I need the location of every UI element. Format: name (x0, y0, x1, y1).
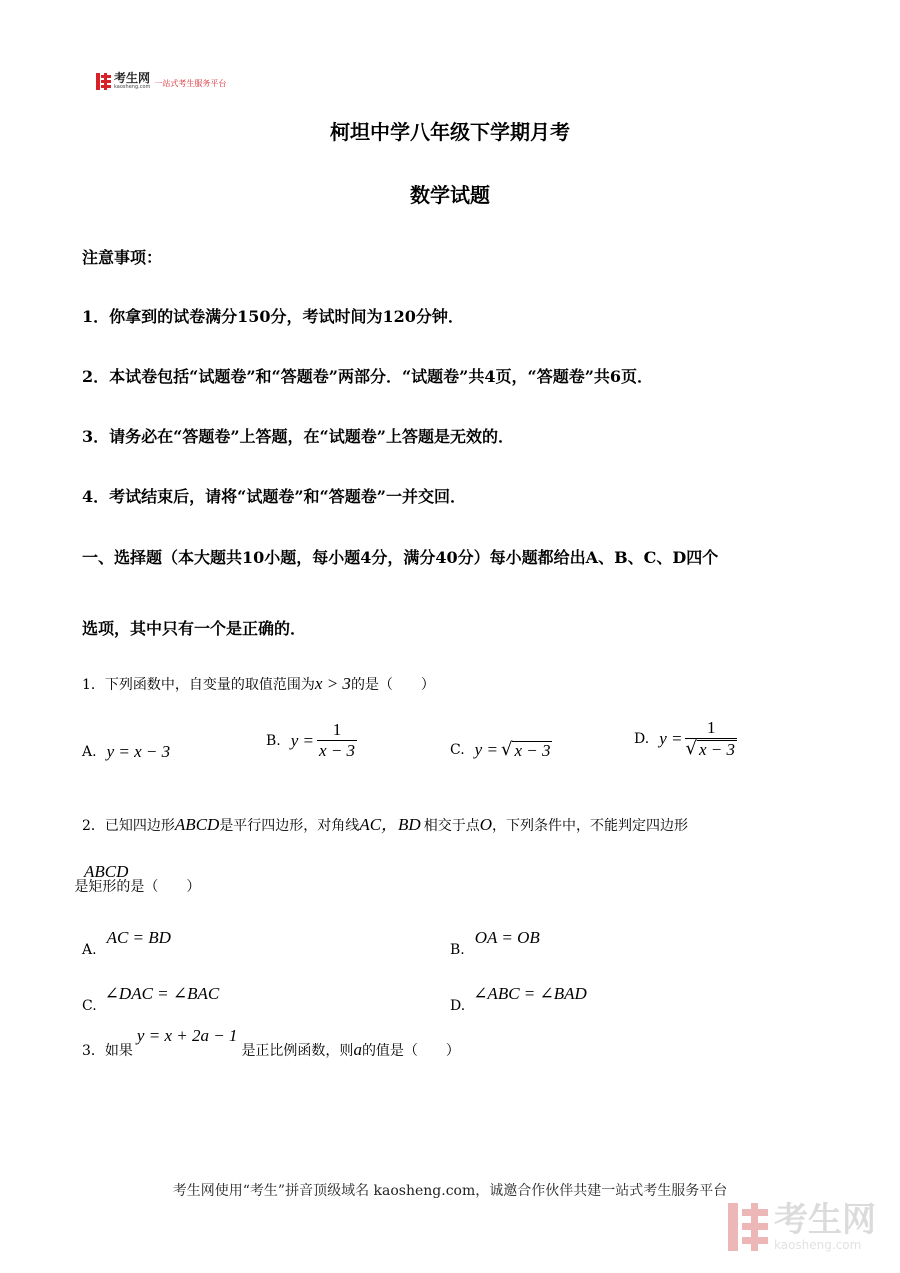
q2-quad: ABCD (84, 862, 129, 881)
notice-item: 2．本试卷包括“试题卷”和“答题卷”两部分．“试题卷”共4页，“答题卷”共6页． (82, 367, 654, 386)
question-2-stem (82, 810, 688, 835)
q2-option-b[interactable] (450, 928, 540, 958)
q2-text: 是平行四边形，对角线 (219, 818, 360, 834)
brand-slogan: 一站式考生服务平台 (154, 78, 227, 88)
watermark (728, 1200, 876, 1252)
option-expr: AC = BD (106, 928, 171, 947)
fraction (685, 718, 737, 759)
watermark-domain: kaosheng.com (774, 1238, 862, 1252)
question-2-stem-cont (74, 862, 201, 895)
page-title: 柯坦中学八年级下学期月考 (330, 120, 570, 144)
option-expr: ∠ABC = ∠BAD (473, 984, 587, 1003)
fraction-numerator: 1 (706, 718, 716, 737)
q1-prefix: 1．下列函数中，自变量的取值范围为 (82, 677, 315, 693)
q1-option-a[interactable] (82, 742, 170, 762)
q3-text: 是正比例函数，则 (241, 1043, 354, 1059)
radical-sign: √ (685, 738, 697, 759)
option-lhs: y = (659, 728, 683, 748)
q3-suffix: 的值是（ ） (361, 1043, 460, 1059)
radical-sign: √ (500, 739, 513, 760)
brand-domain: kaosheng.com (114, 84, 151, 90)
fraction (317, 720, 357, 761)
section-heading-cont: 选项，其中只有一个是正确的． (82, 619, 307, 638)
page-footer: 考生网使用“考生”拼音顶级域名 kaosheng.com，诚邀合作伙伴共建一站式考生服务平台 (172, 1183, 728, 1199)
square-root (501, 740, 553, 760)
section-heading: 一、选择题（本大题共10小题，每小题4分，满分40分）每小题都给出A、B、C、D四个 (82, 548, 719, 567)
option-expr: ∠DAC = ∠BAC (104, 984, 220, 1003)
option-label: C. (450, 742, 465, 758)
q1-option-d[interactable] (634, 718, 737, 759)
q1-option-b[interactable] (266, 720, 357, 761)
q1-option-c[interactable] (450, 740, 552, 760)
q2-text: ，下列条件中，不能判定四边形 (491, 818, 688, 834)
q2-option-d[interactable] (450, 984, 587, 1014)
notice-item: 1．你拿到的试卷满分150分，考试时间为120分钟． (82, 307, 464, 326)
q1-suffix: 的是（ ） (350, 677, 435, 693)
notice-item: 4．考试结束后，请将“试题卷”和“答题卷”一并交回． (82, 487, 466, 506)
q2-diagonals: AC，BD (359, 815, 421, 834)
option-lhs: y = (290, 730, 315, 750)
q2-option-c[interactable] (82, 984, 220, 1014)
brand-name: 考生网 (114, 71, 151, 85)
q2-point: O (479, 815, 492, 834)
q2-prefix: 2．已知四边形 (82, 818, 175, 834)
q3-expr: y = x + 2a − 1 (136, 1026, 238, 1045)
kaosheng-logo-icon (96, 73, 111, 90)
option-expr: y = x − 3 (106, 742, 171, 761)
kaosheng-watermark-icon (728, 1203, 768, 1251)
option-label: B. (450, 942, 465, 958)
q2-option-a[interactable] (82, 928, 171, 958)
watermark-brand: 考生网 (774, 1200, 876, 1240)
option-label: B. (266, 732, 281, 749)
option-label: A. (82, 942, 97, 958)
option-label: C. (82, 998, 97, 1014)
page-subtitle: 数学试题 (410, 183, 490, 207)
q1-condition: x > 3 (314, 674, 351, 693)
question-3-stem (82, 1026, 460, 1060)
option-label: A. (82, 744, 97, 760)
radicand: x − 3 (514, 741, 551, 760)
q2-suffix: 是矩形的是（ ） (74, 879, 201, 895)
option-expr: OA = OB (474, 928, 540, 947)
q3-var: a (353, 1040, 362, 1059)
question-1-stem (82, 674, 435, 694)
option-label: D. (450, 998, 466, 1014)
option-lhs: y = (474, 740, 498, 759)
header-logo[interactable] (96, 72, 226, 90)
radicand: x − 3 (698, 740, 735, 759)
q2-quad: ABCD (174, 815, 220, 834)
q2-text: 相交于点 (423, 818, 480, 834)
option-label: D. (634, 730, 650, 747)
notice-item: 3．请务必在“答题卷”上答题，在“试题卷”上答题是无效的． (82, 427, 514, 446)
fraction-numerator: 1 (332, 720, 342, 739)
q3-prefix: 3．如果 (82, 1043, 133, 1059)
fraction-denominator (685, 738, 737, 759)
fraction-denominator: x − 3 (319, 741, 356, 760)
notice-heading: 注意事项： (82, 248, 163, 267)
